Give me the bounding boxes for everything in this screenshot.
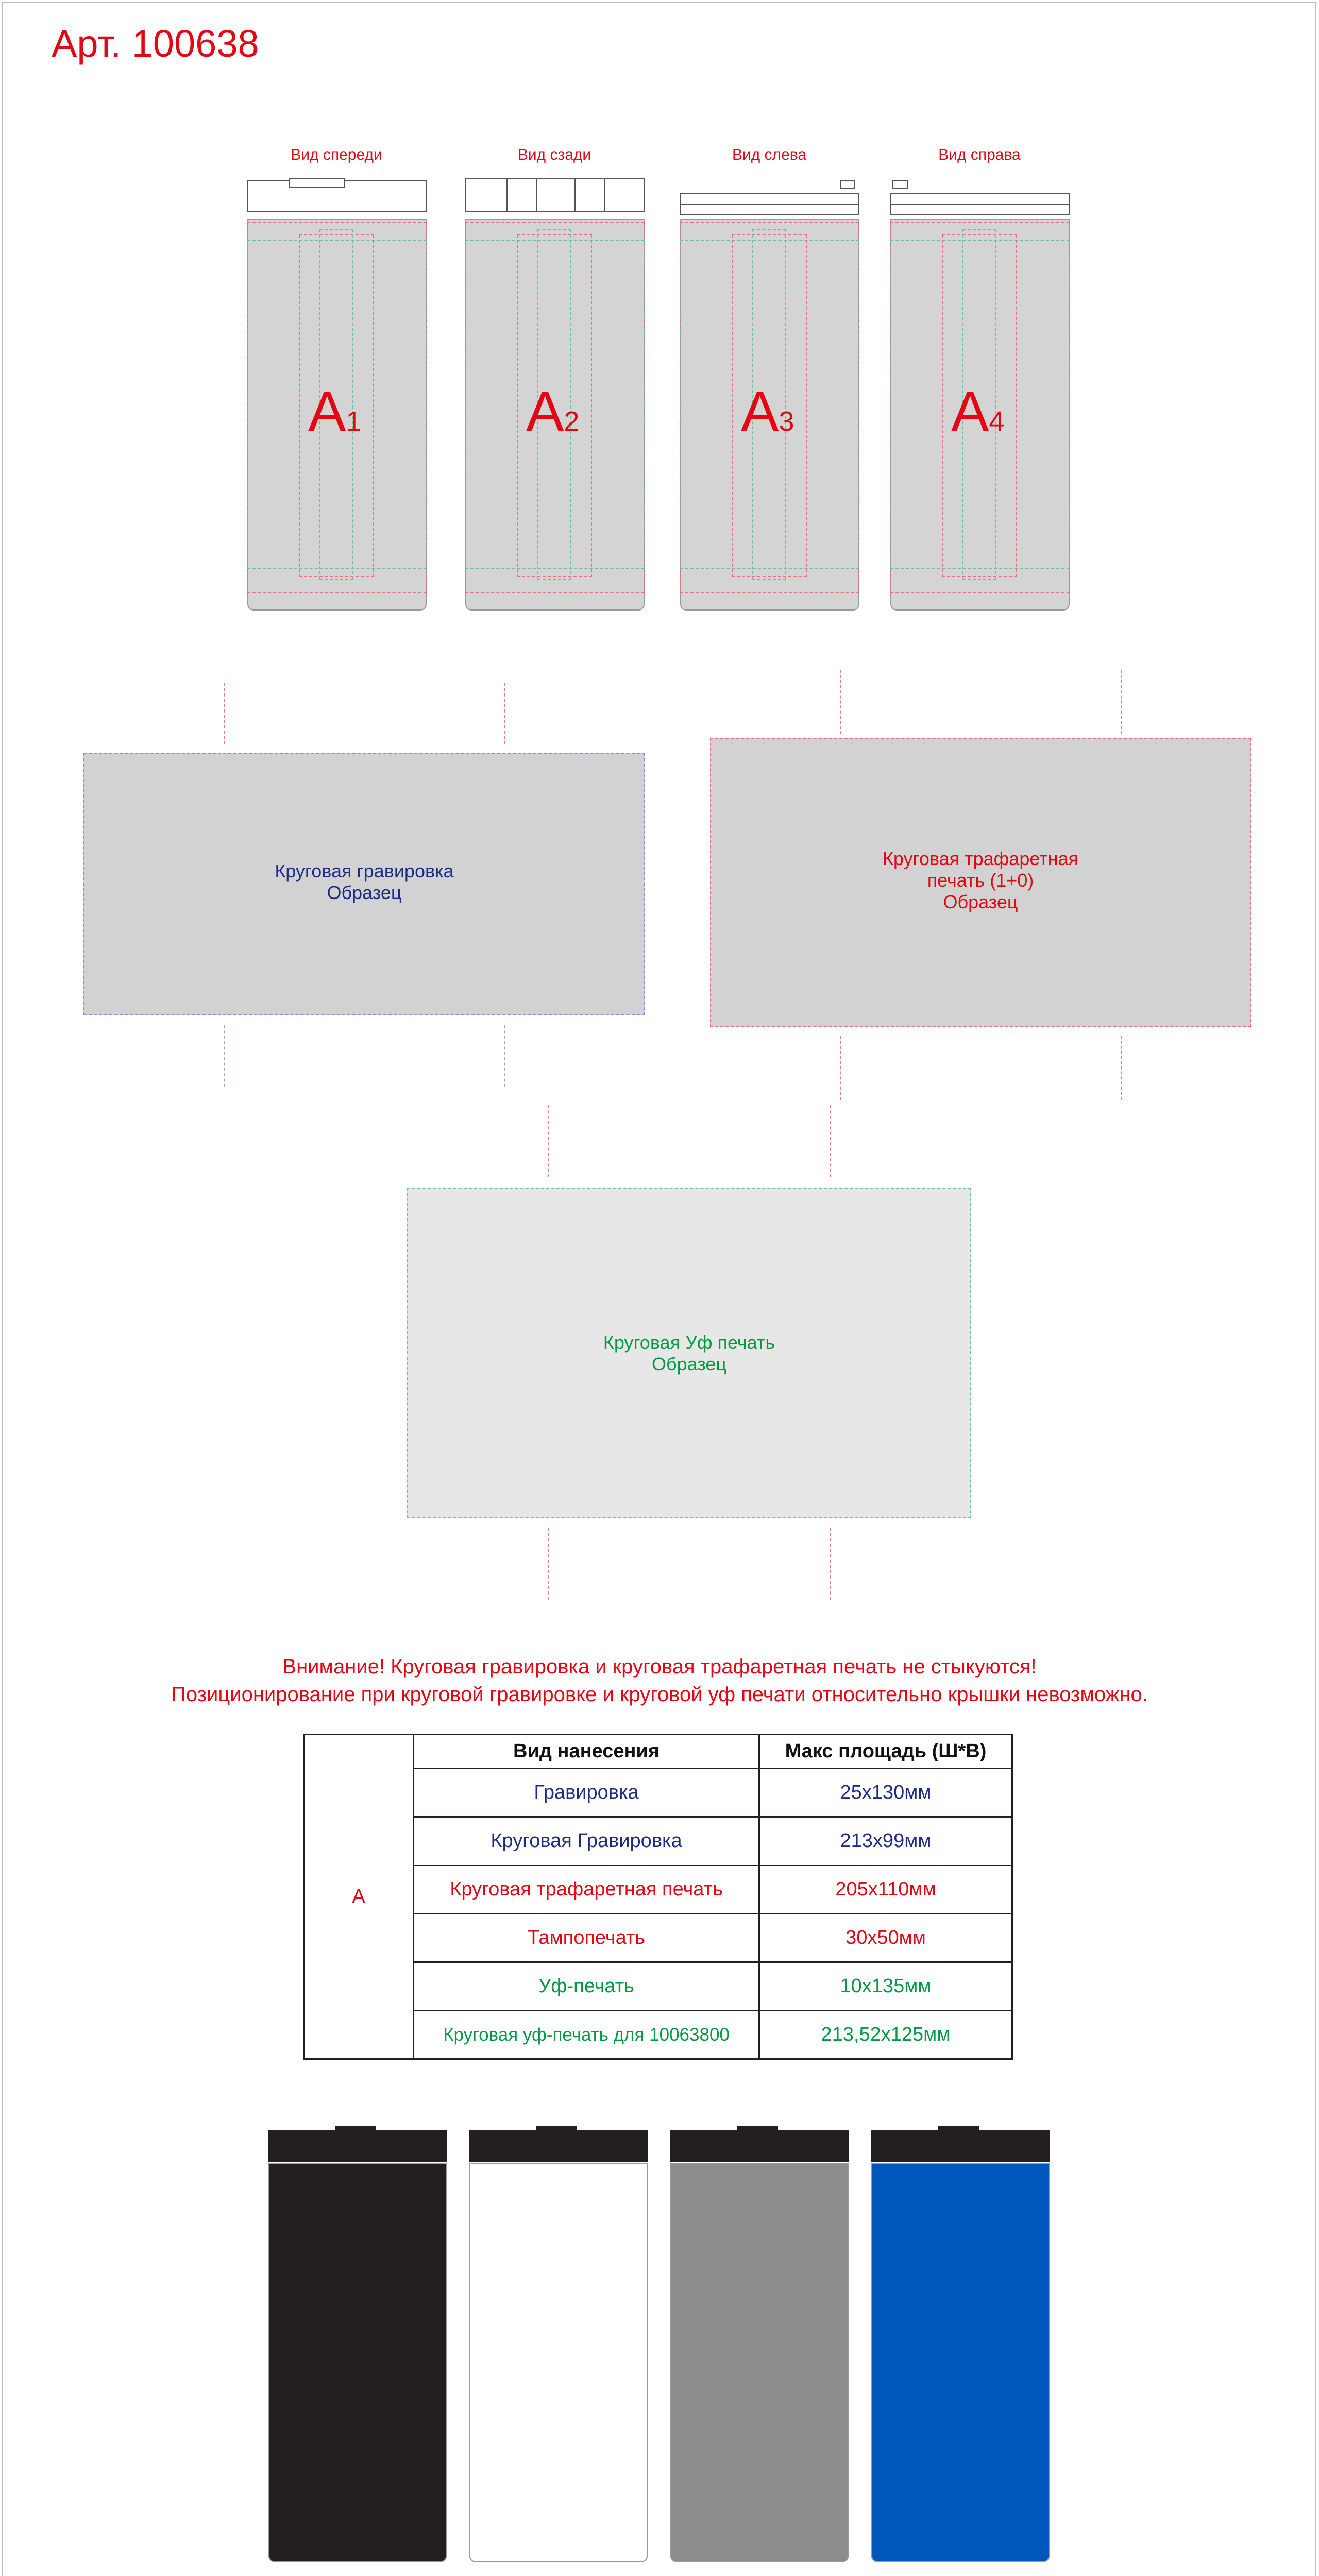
view-label-left: Вид слева — [732, 146, 807, 163]
product-variant-white — [469, 2130, 648, 2562]
guide-line — [224, 683, 225, 744]
guide-line — [840, 1036, 841, 1100]
method-cell: Круговая Гравировка — [414, 1817, 759, 1866]
product-variant-grey — [670, 2130, 849, 2562]
screen-print-sample-area — [710, 738, 1251, 1027]
size-cell: 25х130мм — [759, 1769, 1012, 1817]
guide-line — [1121, 670, 1122, 734]
zone-label: A4 — [951, 380, 1005, 443]
guide-line — [840, 670, 841, 734]
view-label-back: Вид сзади — [517, 146, 591, 163]
lid-clip — [289, 178, 345, 188]
guide-line — [830, 1528, 831, 1600]
lid-segment — [574, 178, 605, 212]
screen-print-sample-label: Круговая трафаретная печать (1+0) Образец — [882, 848, 1079, 912]
lid-clip — [840, 180, 855, 189]
guide-line — [548, 1528, 549, 1600]
view-right — [890, 178, 1070, 611]
engraving-sample-area — [83, 753, 645, 1015]
guide-line — [504, 1025, 505, 1087]
method-cell: Гравировка — [414, 1769, 759, 1817]
bottle-cap — [871, 2130, 1050, 2162]
zone-label: A2 — [526, 380, 580, 443]
guide-line — [504, 683, 505, 744]
bottle-cap — [268, 2130, 447, 2162]
method-cell: Круговая уф-печать для 10063800 — [414, 2011, 759, 2059]
method-cell: Круговая трафаретная печать — [414, 1866, 759, 1914]
spec-table — [303, 1734, 1013, 2060]
size-cell: 213,52х125мм — [759, 2011, 1012, 2059]
lid-segment — [506, 178, 537, 212]
size-cell: 30х50мм — [759, 1914, 1012, 1962]
warning-text: Внимание! Круговая гравировка и круговая трафаретная печать не стыкуются! Позиционирование при круговой гравировке и круговой уф печати относительно крышки невозможно. — [171, 1655, 1148, 1706]
guide-line — [548, 1105, 549, 1177]
view-front — [247, 178, 427, 611]
product-variant-blue — [871, 2130, 1050, 2562]
bottle-body — [469, 2163, 648, 2562]
uv-sample-label: Круговая Уф печать Образец — [603, 1332, 775, 1375]
guide-line — [1121, 1036, 1122, 1100]
bottle-body — [268, 2163, 447, 2562]
method-cell: Тампопечать — [414, 1914, 759, 1962]
view-label-front: Вид спереди — [291, 146, 382, 163]
view-back — [465, 178, 645, 611]
size-cell: 213х99мм — [759, 1817, 1012, 1866]
guide-line — [224, 1025, 225, 1087]
article-title: Арт. 100638 — [52, 22, 259, 65]
view-label-right: Вид справа — [938, 146, 1021, 163]
header-method: Вид нанесения — [414, 1735, 759, 1769]
size-cell: 205х110мм — [759, 1866, 1012, 1914]
uv-sample-area — [407, 1188, 971, 1518]
guide-line — [830, 1105, 831, 1177]
bottle-cap — [469, 2130, 648, 2162]
zone-cell: A — [304, 1735, 414, 2059]
zone-label: A3 — [741, 380, 794, 443]
lid-band — [680, 204, 859, 215]
method-cell: Уф-печать — [414, 1962, 759, 2011]
bottle-cap — [670, 2130, 849, 2162]
view-left — [680, 178, 859, 611]
bottle-body — [871, 2163, 1050, 2562]
header-size: Макс площадь (Ш*В) — [759, 1735, 1012, 1769]
lid-clip — [892, 180, 908, 189]
size-cell: 10х135мм — [759, 1962, 1012, 2011]
engraving-sample-label: Круговая гравировка Образец — [275, 860, 454, 903]
bottle-lid — [465, 178, 645, 212]
zone-label: A1 — [308, 380, 362, 443]
bottle-body — [670, 2163, 849, 2562]
lid-band — [890, 204, 1070, 215]
product-variant-black — [268, 2130, 447, 2562]
